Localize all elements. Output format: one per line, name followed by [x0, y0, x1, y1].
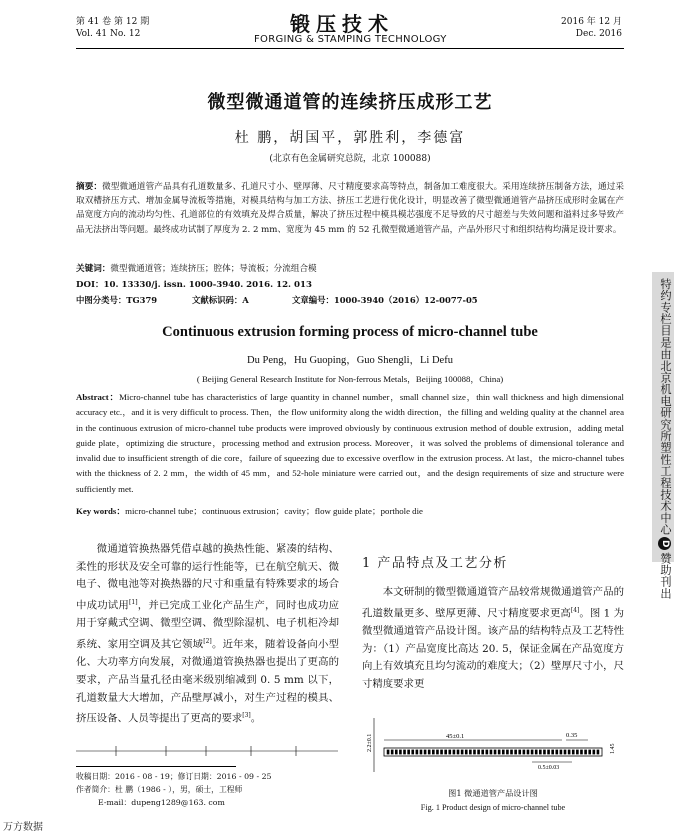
section-text-2: 。图 1 为微型微通道管产品设计图。该产品的结构特点及工艺特性为：（1）产品宽度比高达 20. 5，保证金属在产品宽度方向上有效填充且均匀流动的难度大；（2）壁厚尺寸小，尺寸精度要求更: [362, 607, 625, 690]
doi: DOI：10. 13330/j. issn. 1000-3940. 2016. 12. 013: [76, 280, 312, 290]
channel-hole: [403, 750, 406, 755]
keywords-cn: [76, 262, 624, 276]
channel-hole: [436, 750, 439, 755]
channel-hole: [395, 750, 398, 755]
footnote-divider: [76, 766, 236, 767]
channel-hole: [407, 750, 410, 755]
header-date-cn: 2016 年 12 月: [561, 17, 622, 27]
intro-text-4: 。: [250, 712, 262, 725]
intro-text-3: 。近年来，随着设备向小型化、大功率方向发展，对微通道管换热器也提出了更高的要求，产品当量孔径由毫米级别缩减到 0. 5 mm 以下，孔道数量大大增加，产品壁厚减小，对生产过程的模具、挤压设备、人员等提出了更高的要求: [76, 638, 339, 725]
channel-hole: [399, 750, 402, 755]
footnote-email[interactable]: E-mail：dupeng1289@163. com: [98, 797, 225, 807]
abstract-cn-label: 摘要：: [76, 182, 103, 192]
body-intro-paragraph: [76, 541, 339, 728]
sponsor-text-main: 特约专栏目是由北京机电研究所塑性工程技术中心: [659, 278, 672, 536]
channel-hole: [523, 750, 526, 755]
channel-hole: [555, 750, 558, 755]
channel-hole: [498, 750, 501, 755]
abstract-en-label: Abstract：: [76, 392, 120, 402]
keywords-en-label: Key words：: [76, 506, 126, 516]
figure-1-drawing: [362, 712, 624, 782]
channel-hole: [510, 750, 513, 755]
channel-hole: [391, 750, 394, 755]
abstract-en-text: Micro-channel tube has characteristics of large quantity in channel number，small channel size，thin wall thickness and high dimensional accuracy etc.，and it is very difficult to process. Then，the flow uniformity along the width direction，the filling and welding quality at the channel area in the continuous extrusion of micro-channel tube products were improved obviously by continuous extrusion method of double extrusion，adding metal guide plate，optimizing die structure，processing method and extrusion process. Moreover，it was solved the problems of dimensional tolerance and invalid due to insufficient strength of die core，failure of squeezing due to excessive overflow in the extrusion process. At last，the micro-channel tubes with the thickness of 2. 2 mm，the width of 45 mm，and 52-hole miniature were carried out，and the design requirements of size and structure were sufficiently met.: [76, 392, 624, 494]
intro-text-1: 微通道管换热器凭借卓越的换热性能、紧凑的结构、柔性的形状及安全可靠的运行性能等，已在航空航天、微电子、微电池等对换热器的尺寸和重量有特殊要求的场合中成功试用: [76, 543, 339, 612]
authors-en: Du Peng，Hu Guoping，Guo Shengli，Li Defu: [247, 355, 453, 366]
channel-hole: [440, 750, 443, 755]
abstract-cn: [76, 180, 624, 237]
channel-hole: [428, 750, 431, 755]
dim-hole-label: 0.5±0.03: [538, 765, 560, 771]
channel-hole: [453, 750, 456, 755]
header-volume-en: Vol. 41 No. 12: [76, 29, 141, 39]
channel-hole: [543, 750, 546, 755]
channel-hole: [551, 750, 554, 755]
channel-hole: [477, 750, 480, 755]
footnote: [76, 771, 346, 809]
channel-hole: [539, 750, 542, 755]
channel-hole: [502, 750, 505, 755]
channel-hole: [593, 750, 596, 755]
channel-hole: [560, 750, 563, 755]
channel-hole: [457, 750, 460, 755]
citation-2[interactable]: [2]: [203, 637, 212, 645]
channel-hole: [490, 750, 493, 755]
channel-hole: [465, 750, 468, 755]
citation-1[interactable]: [1]: [129, 599, 138, 607]
channel-hole: [514, 750, 517, 755]
channel-hole: [580, 750, 583, 755]
channel-hole: [547, 750, 550, 755]
header-date-en: Dec. 2016: [575, 29, 622, 39]
keywords-en-text: micro-channel tube；continuous extrusion；cavity；flow guide plate；porthole die: [125, 506, 423, 516]
sponsor-logo-icon: D: [658, 537, 671, 550]
article-title-cn: 微型微通道管的连续挤压成形工艺: [207, 92, 493, 113]
channel-hole: [527, 750, 530, 755]
channel-hole: [564, 750, 567, 755]
keywords-cn-text: 微型微通道管；连续挤压；腔体；导流板；分流组合模: [110, 264, 317, 274]
channel-hole: [420, 750, 423, 755]
watermark-logo: 万方数据: [3, 822, 43, 833]
authors-cn: 杜 鹏，胡国平，郭胜利，李德富: [234, 130, 466, 146]
intro-text-2: ，并已完成工业化产品生产，同时也成功应用于穿戴式空调、微型空调、微型除湿机、电子机柜冷却系统、家用空调及其它领域: [76, 599, 340, 651]
header-volume: [76, 16, 149, 40]
keywords-en: [76, 504, 624, 518]
footnote-received: 收稿日期：2016 - 08 - 19；修订日期：2016 - 09 - 25: [76, 772, 272, 781]
citation-3[interactable]: [3]: [242, 712, 251, 720]
affiliation-cn: (北京有色金属研究总院，北京 100088): [269, 154, 431, 164]
header-date: [560, 16, 622, 40]
figure-1-caption-cn: 图1 微通道管产品设计图: [448, 788, 538, 798]
channel-hole: [584, 750, 587, 755]
header-volume-cn: 第 41 卷 第 12 期: [76, 17, 150, 27]
citation-4[interactable]: [4]: [570, 606, 580, 614]
channel-hole: [416, 750, 419, 755]
footnote-author-bio: 作者简介：杜 鹏（1986 - ），男，硕士，工程师: [76, 784, 243, 794]
channel-hole: [444, 750, 447, 755]
article-title-en: Continuous extrusion forming process of micro-channel tube: [162, 324, 538, 340]
abstract-en: [76, 390, 624, 497]
keywords-cn-label: 关键词：: [76, 264, 111, 274]
article-number: 文章编号：1000-3940（2016）12-0077-05: [292, 295, 478, 305]
channel-hole: [473, 750, 476, 755]
channel-hole: [411, 750, 414, 755]
channel-hole: [486, 750, 489, 755]
section-heading-1: 1 产品特点及工艺分析: [362, 556, 508, 571]
ruler-fragment: [76, 744, 338, 758]
body-section-1-paragraph: [362, 584, 624, 694]
channel-hole: [424, 750, 427, 755]
sponsor-text-tail: 赞助刊出: [659, 552, 672, 600]
channel-hole: [494, 750, 497, 755]
header-divider: [76, 48, 624, 49]
channel-hole: [506, 750, 509, 755]
channel-hole: [588, 750, 591, 755]
dim-thickness-label: 2.2±0.1: [367, 733, 373, 752]
dim-pitch-label: 0.35: [566, 732, 578, 739]
channel-hole: [432, 750, 435, 755]
channel-hole: [481, 750, 484, 755]
channel-hole: [576, 750, 579, 755]
document-code: 文献标识码：A: [192, 295, 249, 305]
channel-hole: [535, 750, 538, 755]
sponsor-text: [656, 278, 672, 599]
channel-hole: [518, 750, 521, 755]
dim-width-label: 45±0.1: [446, 733, 465, 740]
channel-hole: [469, 750, 472, 755]
journal-title-en: FORGING & STAMPING TECHNOLOGY: [254, 34, 447, 45]
channel-hole: [597, 750, 600, 755]
journal-title-cn: 锻压技术: [290, 12, 394, 36]
clc-number: 中图分类号：TG379: [76, 295, 158, 305]
figure-1-caption-en: Fig. 1 Product design of micro-channel tube: [420, 803, 566, 812]
affiliation-en: ( Beijing General Research Institute for Non-ferrous Metals，Beijing 100088，China): [196, 374, 504, 384]
channel-hole: [387, 750, 390, 755]
dim-corner-label: 1.45: [610, 743, 616, 754]
channel-hole: [572, 750, 575, 755]
channel-hole: [448, 750, 451, 755]
abstract-cn-text: 微型微通道管产品具有孔道数量多、孔道尺寸小、壁厚薄、尺寸精度要求高等特点，制备加工难度很大。采用连续挤压制备方法，通过采取双槽挤压方式、增加金属导流板等措施，对模具结构与加工方法、挤压工艺进行优化设计，明显改善了微型微通道管产品挤压成形时金属在产品宽度方向的流动均匀性、孔道部位的有效填充及焊合质量，解决了挤压过程中模具模芯强度不足导致的尺寸超差与失效问题和溢料过多导致产品无法挤出等问题。最终成功试制了厚度为 2. 2 mm、宽度为 45 mm 的 52 孔微型微通道管产品，产品外形尺寸和组织结构均满足设计要求。: [76, 182, 624, 235]
channel-hole: [568, 750, 571, 755]
channel-hole: [531, 750, 534, 755]
sponsor-sidebar: [652, 272, 674, 600]
channel-hole: [461, 750, 464, 755]
section-text-1: 本文研制的微型微通道管产品较常规微通道管产品的孔道数量更多、壁厚更薄、尺寸精度要求更高: [362, 586, 624, 620]
